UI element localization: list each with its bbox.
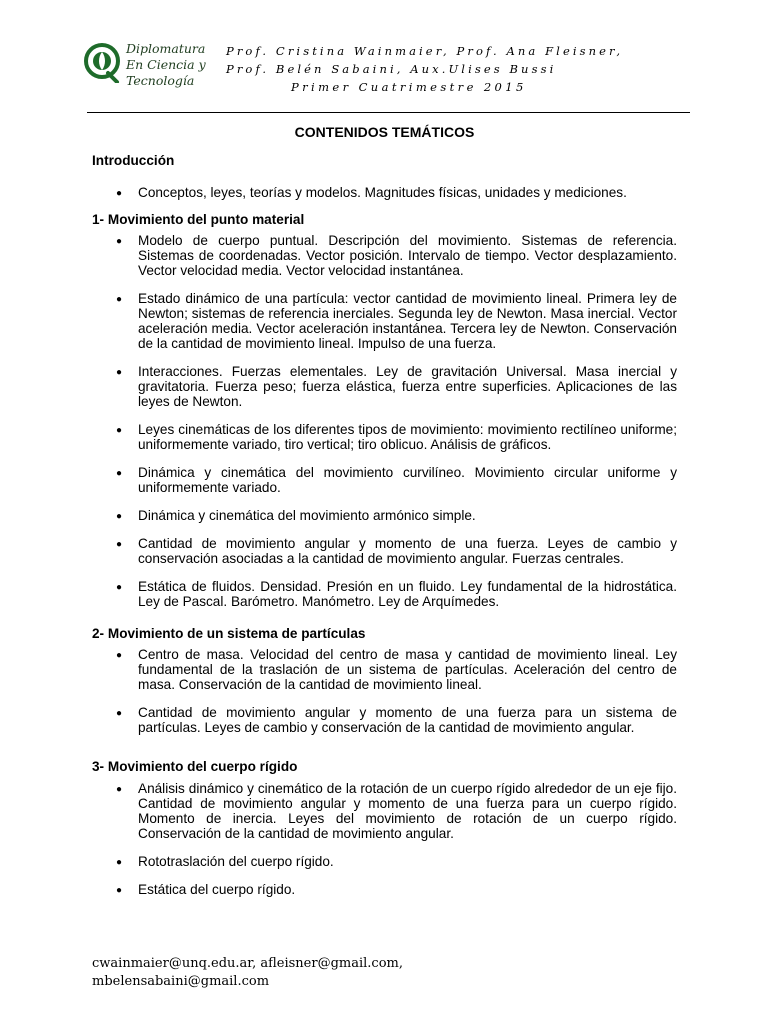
- list-item: [92, 781, 677, 841]
- diplomatura-logo: [84, 41, 234, 91]
- logo-line: Diplomatura: [126, 41, 206, 56]
- list-item-text: Conceptos, leyes, teorías y modelos. Magnitudes físicas, unidades y mediciones.: [138, 185, 627, 200]
- bullet-icon: ●: [116, 539, 123, 550]
- footer-contacts: [92, 955, 403, 991]
- bullet-icon: ●: [116, 511, 123, 522]
- document-body: [92, 125, 677, 897]
- bullet-icon: ●: [116, 857, 123, 868]
- list-item-text: Rototraslación del cuerpo rígido.: [138, 854, 334, 869]
- bullet-icon: ●: [116, 367, 123, 378]
- section-title-2: 2- Movimiento de un sistema de partículas: [92, 626, 366, 641]
- list-item-text: Centro de masa. Velocidad del centro de masa y cantidad de movimiento lineal. Ley fundamental de la traslación de un sistema de partículas. Aceleración del centro de masa. Conservación de la cantidad de movimiento lineal.: [138, 647, 677, 692]
- list-item: [92, 705, 677, 735]
- bullet-icon: ●: [116, 294, 123, 305]
- list-item: [92, 185, 677, 200]
- list-item: [92, 364, 677, 409]
- section-list-1: [92, 233, 677, 609]
- bullet-icon: ●: [116, 468, 123, 479]
- list-item: [92, 579, 677, 609]
- logo-emblem-icon: [84, 43, 122, 83]
- bullet-icon: ●: [116, 425, 123, 436]
- section-title-1: 1- Movimiento del punto material: [92, 212, 305, 227]
- section-list-introduccion: [92, 185, 677, 200]
- list-item-text: Estado dinámico de una partícula: vector cantidad de movimiento lineal. Primera ley de Newton; sistemas de referencia inerciales. Segunda ley de Newton. Masa inercial. Vector aceleración media. Vector aceleración instantánea. Tercera ley de Newton. Conservación de la cantidad de movimiento lineal. Impulso de una fuerza.: [138, 291, 677, 351]
- list-item: [92, 291, 677, 351]
- professors-block: [226, 42, 646, 96]
- section-title-introduccion: Introducción: [92, 153, 175, 168]
- list-item: [92, 647, 677, 692]
- bullet-icon: ●: [116, 650, 123, 661]
- list-item: [92, 422, 677, 452]
- term-line: Primer Cuatrimestre 2015: [291, 80, 527, 94]
- list-item-text: Estática del cuerpo rígido.: [138, 882, 296, 897]
- list-item: [92, 465, 677, 495]
- list-item-text: Interacciones. Fuerzas elementales. Ley de gravitación Universal. Masa inercial y gravitatoria. Fuerza peso; fuerza elástica, fuerza entre superficies. Aplicaciones de las leyes de Newton.: [138, 364, 677, 409]
- footer-email-line-1: cwainmaier@unq.edu.ar, afleisner@gmail.com,: [92, 956, 403, 971]
- list-item-text: Dinámica y cinemática del movimiento armónico simple.: [138, 508, 476, 523]
- logo-line: En Ciencia y: [126, 57, 206, 72]
- bullet-icon: ●: [116, 885, 123, 896]
- logo-line: Tecnología: [126, 73, 195, 88]
- section-title-3: 3- Movimiento del cuerpo rígido: [92, 759, 298, 774]
- header-divider: [87, 112, 690, 113]
- list-item-text: Análisis dinámico y cinemático de la rotación de un cuerpo rígido alrededor de un eje fijo. Cantidad de movimiento angular y momento de una fuerza para un cuerpo rígido. Momento de inercia. Leyes del movimiento de rotación de un cuerpo rígido. Conservación de la cantidad de movimiento angular.: [138, 781, 677, 841]
- bullet-icon: ●: [116, 582, 123, 593]
- section-list-2: [92, 647, 677, 735]
- list-item-text: Estática de fluidos. Densidad. Presión en un fluido. Ley fundamental de la hidrostática. Ley de Pascal. Barómetro. Manómetro. Ley de Arquímedes.: [138, 579, 677, 609]
- list-item: [92, 508, 677, 523]
- list-item-text: Modelo de cuerpo puntual. Descripción del movimiento. Sistemas de referencia. Sistemas de coordenadas. Vector posición. Intervalo de tiempo. Vector desplazamiento. Vector velocidad media. Vector velocidad instantánea.: [138, 233, 677, 278]
- section-list-3: [92, 781, 677, 897]
- list-item-text: Cantidad de movimiento angular y momento de una fuerza. Leyes de cambio y conservación asociadas a la cantidad de movimiento angular. Fuerzas centrales.: [138, 536, 677, 566]
- logo-text: [126, 41, 206, 89]
- list-item: [92, 882, 677, 897]
- bullet-icon: ●: [116, 236, 123, 247]
- bullet-icon: ●: [116, 708, 123, 719]
- professors-line-1: Prof. Cristina Wainmaier, Prof. Ana Fleisner,: [226, 44, 624, 58]
- footer-email-line-2: mbelensabaini@gmail.com: [92, 974, 270, 989]
- bullet-icon: ●: [116, 784, 123, 795]
- list-item-text: Dinámica y cinemática del movimiento curvilíneo. Movimiento circular uniforme y uniformemente variado.: [138, 465, 677, 495]
- bullet-icon: ●: [116, 188, 123, 199]
- list-item-text: Cantidad de movimiento angular y momento de una fuerza para un sistema de partículas. Leyes de cambio y conservación de la cantidad de movimiento angular.: [138, 705, 677, 735]
- list-item: [92, 233, 677, 278]
- professors-line-2: Prof. Belén Sabaini, Aux.Ulises Bussi: [226, 62, 557, 76]
- list-item: [92, 536, 677, 566]
- document-title: CONTENIDOS TEMÁTICOS: [294, 124, 475, 140]
- list-item: [92, 854, 677, 869]
- list-item-text: Leyes cinemáticas de los diferentes tipos de movimiento: movimiento rectilíneo uniforme; uniformemente variado, tiro vertical; tiro oblicuo. Análisis de gráficos.: [138, 422, 677, 452]
